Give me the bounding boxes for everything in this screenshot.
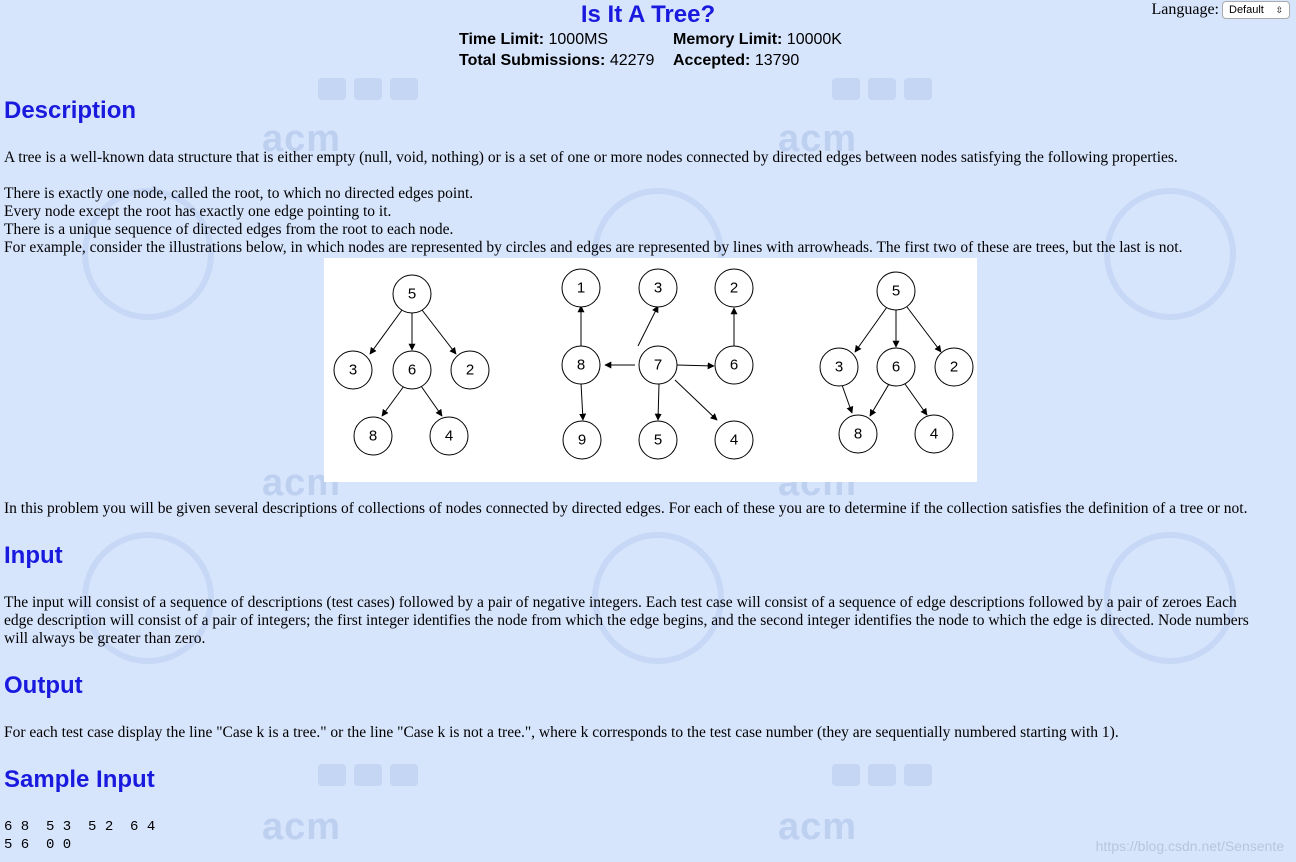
node-label: 1 [576,279,586,297]
input-text: will always be greater than zero. [4,630,206,647]
output-text: For each test case display the line "Case k is a tree." or the line "Case k is not a tree.", where k corresponds to the test case number (they are sequentially numbered starting with 1). [4,724,1119,741]
language-selector [1151,1,1290,19]
description-intro: A tree is a well-known data structure that is either empty (null, void, nothing) or is a set of one or more nodes connected by directed edges between nodes satisfying the following properties. [4,149,1178,166]
node-label: 4 [444,427,454,445]
time-limit-label: Time Limit: [459,31,545,48]
description-property: There is exactly one node, called the root, to which no directed edges point. [4,185,474,202]
tree-illustration [324,258,977,482]
node-label: 5 [891,282,901,300]
accepted-value: 13790 [754,52,800,69]
chevron-updown-icon: ⇳ [1275,4,1283,15]
language-label: Language: [1151,1,1219,18]
watermark-logo [318,78,418,100]
memory-limit-label: Memory Limit: [673,31,783,48]
csdn-watermark: https://blog.csdn.net/Sensente [1095,838,1284,854]
watermark-acm: acm [262,806,342,848]
language-selected: Default [1229,4,1264,16]
time-limit [459,31,608,49]
sample-input-line: 5 6 0 0 [4,837,72,853]
total-submissions [459,52,654,70]
input-text: The input will consist of a sequence of descriptions (test cases) followed by a pair of negative integers. Each test case will consist of a sequence of edge descriptions followed by a pair of zeroes Each [4,594,1237,611]
watermark-acm: acm [778,118,858,160]
node-label: 6 [407,361,417,379]
description-property: For example, consider the illustrations below, in which nodes are represented by circles and edges are represented by lines with arrowheads. The first two of these are trees, but the last is not. [4,239,1183,256]
watermark-acm: acm [778,806,858,848]
node-label: 5 [407,285,417,303]
node-label: 3 [348,361,358,379]
page-title: Is It A Tree? [580,1,716,28]
total-submissions-label: Total Submissions: [459,52,606,69]
watermark-acm: acm [262,462,342,504]
input-text: edge description will consist of a pair of integers; the first integer identifies the node from which the edge begins, and the second integer identifies the node to which the edge is directed. Node numbers [4,612,1249,629]
node-label: 2 [949,358,959,376]
node-label: 6 [891,358,901,376]
memory-limit-value: 10000K [786,31,842,48]
watermark-acm: acm [262,118,342,160]
node-label: 4 [929,425,939,443]
accepted-label: Accepted: [673,52,751,69]
node-label: 3 [834,358,844,376]
memory-limit [673,31,842,49]
time-limit-value: 1000MS [548,31,609,48]
node-label: 3 [653,279,663,297]
node-label: 6 [729,356,739,374]
description-closing: In this problem you will be given several descriptions of collections of nodes connected by directed edges. For each of these you are to determine if the collection satisfies the definition of a tree or not. [4,500,1248,517]
watermark-logo [318,764,418,786]
sample-input-line: 6 8 5 3 5 2 6 4 [4,819,156,835]
description-property: Every node except the root has exactly one edge pointing to it. [4,203,392,220]
node-label: 5 [653,431,663,449]
input-heading: Input [4,542,63,569]
accepted-count [673,52,799,70]
node-label: 8 [853,425,863,443]
sample-input-heading: Sample Input [4,766,155,793]
watermark-acm: acm [778,462,858,504]
node-label: 8 [576,356,586,374]
node-label: 9 [577,431,587,449]
watermark-logo [832,764,932,786]
node-label: 2 [729,279,739,297]
output-heading: Output [4,672,83,699]
node-label: 8 [368,427,378,445]
node-label: 2 [465,361,475,379]
watermark-logo [832,78,932,100]
language-dropdown[interactable] [1222,1,1290,19]
total-submissions-value: 42279 [609,52,655,69]
node-label: 4 [729,431,739,449]
description-property: There is a unique sequence of directed edges from the root to each node. [4,221,454,238]
description-heading: Description [4,97,137,124]
node-label: 7 [653,356,663,374]
